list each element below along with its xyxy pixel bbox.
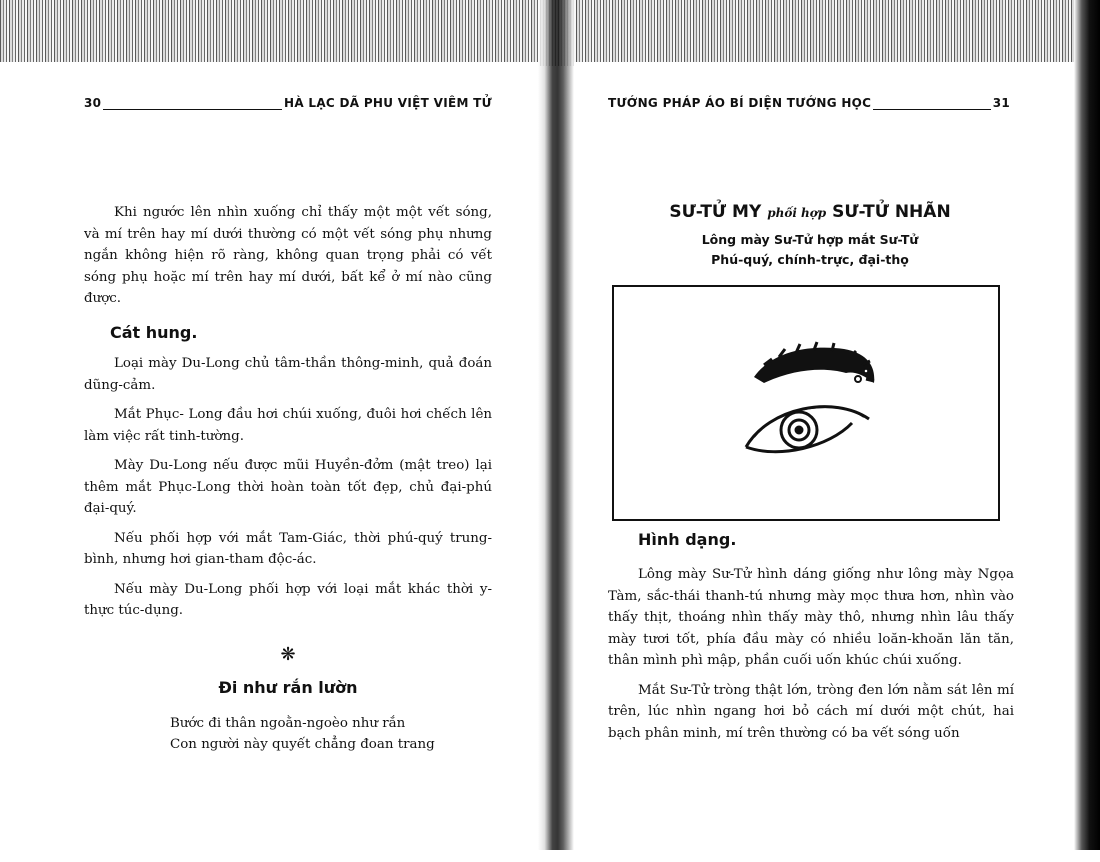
left-section-heading: Cát hung.	[110, 322, 198, 342]
title-part-2: SƯ-TỬ NHÃN	[832, 202, 951, 222]
left-header-title: HÀ LẠC DÃ PHU VIỆT VIÊM TỬ	[283, 96, 492, 110]
header-rule	[873, 99, 990, 110]
chapter-subtitle: Phú-quý, chính-trực, đại-thọ	[711, 252, 909, 267]
right-paragraph: Mắt Sư-Tử tròng thật lớn, tròng đen lớn nằm sát lên mí trên, lúc nhìn ngang hơi bỏ cách mí dưới một chút, hai bạch phân minh, mí trên thường có ba vết sóng uốn	[608, 682, 1014, 741]
header-rule	[103, 99, 282, 110]
right-section-heading: Hình dạng.	[638, 530, 737, 549]
right-header-title: TƯỚNG PHÁP ÁO BÍ DIỆN TƯỚNG HỌC	[608, 96, 872, 110]
poem-title: Đi như rắn lườn	[218, 678, 358, 697]
left-paragraph: Mắt Phục- Long đầu hơi chúi xuống, đuôi hơi chếch lên làm việc rất tinh-tường.	[84, 407, 492, 444]
book-gutter	[538, 0, 574, 850]
right-running-header	[608, 96, 1010, 110]
left-paragraph-intro: Khi ngước lên nhìn xuống chỉ thấy một một vết sóng, và mí trên hay mí dưới thường có một vết sóng phụ nhưng ngắn không hiện rõ ràng, không quan trọng phải có vết sóng phụ hoặc mí trên hay mí dưới, bất kể ở mí nào cũng được.	[84, 205, 492, 306]
lion-eye-icon	[746, 407, 869, 452]
chapter-subtitle: Lông mày Sư-Tử hợp mắt Sư-Tử	[701, 232, 919, 247]
left-paragraph: Mày Du-Long nếu được mũi Huyền-đởm (mật treo) lại thêm mắt Phục-Long thời hoàn toàn tốt đẹp, chủ đại-phú đại-quý.	[84, 458, 492, 516]
right-page-number: 31	[992, 96, 1010, 110]
left-paragraph: Nếu mày Du-Long phối hợp với loại mắt khác thời y-thực túc-dụng.	[84, 581, 492, 618]
scan-right-edge	[1074, 0, 1100, 850]
left-page-number: 30	[84, 96, 102, 110]
left-running-header	[84, 96, 492, 110]
ornament-star-icon: ❋	[280, 643, 296, 665]
poem-line: Con người này quyết chẳng đoan trang	[170, 737, 435, 752]
left-text-column	[84, 202, 492, 756]
chapter-title	[608, 202, 1012, 222]
lion-eyebrow-icon	[754, 342, 874, 383]
poem-line: Bước đi thân ngoằn-ngoèo như rắn	[170, 715, 406, 731]
right-paragraph: Lông mày Sư-Tử hình dáng giống như lông mày Ngọa Tàm, sắc-thái thanh-tú nhưng mày mọc thưa hơn, nhìn vào thấy thịt, thoáng nhìn thấy mày thô, nhưng nhìn lâu thấy mày tươi tốt, phía đầu mày có nhiều loăn-khoăn lăn tăn, thân mình phì mập, phần cuối uốn khúc chúi xuống.	[608, 567, 1014, 668]
title-connector: phối hợp	[767, 206, 827, 220]
left-paragraph: Loại mày Du-Long chủ tâm-thần thông-minh, quả đoán dũng-cảm.	[84, 356, 492, 393]
lion-eyebrow-eye-drawing	[614, 287, 998, 519]
title-part-1: SƯ-TỬ MY	[669, 202, 762, 222]
eyebrow-eye-illustration	[612, 285, 1000, 521]
right-text-column	[608, 564, 1014, 752]
left-paragraph: Nếu phối hợp với mắt Tam-Giác, thời phú-quý trung-bình, nhưng hơi gian-tham độc-ác.	[84, 530, 492, 567]
